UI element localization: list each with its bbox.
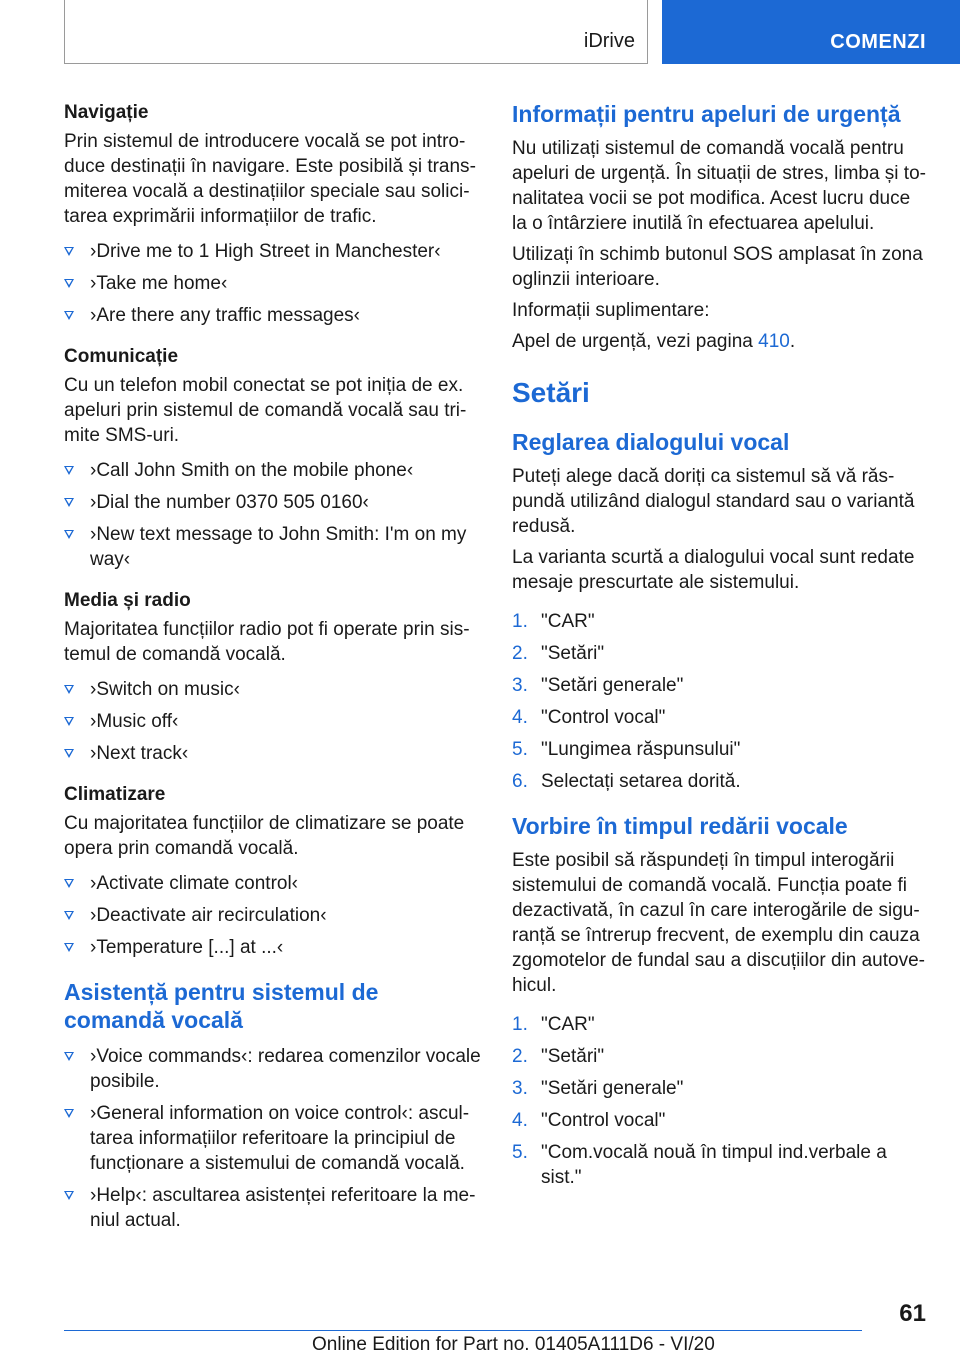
paragraph-climate: Cu majoritatea funcțiilor de climatizare se poate opera prin comandă vocală. [64,813,465,859]
list-item: ›Music off‹ [64,709,482,734]
list-item: ›Deactivate air recirculation‹ [64,903,482,928]
header-tab-idrive[interactable]: iDrive [583,30,635,52]
list-item: ›Help‹: ascultarea asistenței referitoare la meniul actual. [64,1183,482,1233]
header-frame [64,0,648,64]
paragraph-dialog-1: Puteți alege dacă doriți ca sistemul să vă răspundă utilizând dialogul standard sau o variantă redusă. [512,466,915,537]
paragraph-communication: Cu un telefon mobil conectat se pot iniția de ex. apeluri prin sistemul de comandă vocală sau trimite SMS-uri. [64,375,467,446]
list-item: ›Dial the number 0370 505 0160‹ [64,490,482,515]
paragraph-media: Majoritatea funcțiilor radio pot fi operate prin sistemul de comandă vocală. [64,619,470,665]
step-item: 6. Selectați setarea dorită. [512,771,741,792]
step-item: 1. "CAR" [512,611,595,632]
step-item: 3. "Setări generale" [512,1078,684,1099]
step-item: 4. "Control vocal" [512,707,666,728]
paragraph-navigation: Prin sistemul de introducere vocală se pot introduce destinații în navigare. Este posibilă și transmiterea vocală a destinațiilor speciale sau solicitarea exprimării informațiilor de trafic. [64,131,476,227]
list-climate [64,871,482,960]
triangle-bullet-icon [64,279,74,288]
list-item: ›General information on voice control‹: ascultarea informațiilor referitoare la principiul de funcționare a sistemului de comandă vocală. [64,1101,482,1176]
step-item: 1. "CAR" [512,1014,595,1035]
list-item: ›Are there any traffic messages‹ [64,303,482,328]
triangle-bullet-icon [64,1052,74,1061]
triangle-bullet-icon [64,943,74,952]
list-item: ›New text message to John Smith: I'm on my way‹ [64,522,482,572]
triangle-bullet-icon [64,530,74,539]
list-communication [64,458,482,572]
page-link-410[interactable]: 410 [758,331,790,352]
paragraph-emergency-2: Utilizați în schimb butonul SOS amplasat în zona oglinzii interioare. [512,244,923,290]
heading-emergency-info: Informații pentru apeluri de urgență [512,101,901,127]
step-item: 4. "Control vocal" [512,1110,666,1131]
heading-settings: Setări [512,377,590,408]
footer-edition: Online Edition for Part no. 01405A111D6 - VI/20 [312,1334,715,1355]
triangle-bullet-icon [64,1191,74,1200]
page-number: 61 [899,1300,926,1327]
paragraph-emergency-1: Nu utilizați sistemul de comandă vocală pentru apeluri de urgență. În situații de stres, limba și tonalitatea vocii se pot modifica. Acest lucru duce la o întârziere inutilă în efectuarea apelului. [512,138,926,234]
triangle-bullet-icon [64,1109,74,1118]
list-media [64,677,482,766]
triangle-bullet-icon [64,879,74,888]
list-item: ›Switch on music‹ [64,677,482,702]
paragraph-talk-1: Este posibil să răspundeți în timpul interogării sistemului de comandă vocală. Funcția poate fi dezactivată, în cazul în care interogările de siguranță se întrerup frecvent, de exemplu din cauza zgomotelor de fundal sau a discuțiilor din autovehicul. [512,850,925,996]
step-item: 3. "Setări generale" [512,675,684,696]
subheading-media: Media și radio [64,590,191,611]
triangle-bullet-icon [64,685,74,694]
triangle-bullet-icon [64,311,74,320]
paragraph-emergency-4: Apel de urgență, vezi pagina 410. [512,331,796,352]
list-item: ›Next track‹ [64,741,482,766]
steps-dialog [512,609,926,794]
list-navigation [64,239,482,328]
triangle-bullet-icon [64,749,74,758]
steps-talk [512,1012,926,1190]
list-item: ›Temperature [...] at ...‹ [64,935,482,960]
step-item: 5. "Com.vocală nouă în timpul ind.verbale a sist." [512,1142,887,1188]
triangle-bullet-icon [64,466,74,475]
heading-voice-dialog: Reglarea dialogului vocal [512,429,790,455]
footer-divider [64,1330,862,1331]
left-column [64,100,482,1240]
heading-talk-during-voice: Vorbire în timpul redării vocale [512,813,848,839]
paragraph-emergency-3: Informații suplimentare: [512,300,710,321]
list-assistance [64,1044,482,1233]
list-item: ›Drive me to 1 High Street in Manchester‹ [64,239,482,264]
triangle-bullet-icon [64,498,74,507]
triangle-bullet-icon [64,717,74,726]
step-item: 2. "Setări" [512,1046,605,1067]
subheading-climate: Climatizare [64,784,166,805]
heading-assistance: Asistență pentru sistemul de comandă vocală [64,979,379,1033]
triangle-bullet-icon [64,911,74,920]
right-column [512,100,926,1197]
header-tab-comenzi-label: COMENZI [830,31,926,53]
list-item: ›Call John Smith on the mobile phone‹ [64,458,482,483]
paragraph-dialog-2: La varianta scurtă a dialogului vocal sunt redate mesaje prescurtate ale sistemului. [512,547,915,593]
triangle-bullet-icon [64,247,74,256]
step-item: 5. "Lungimea răspunsului" [512,739,741,760]
step-item: 2. "Setări" [512,643,605,664]
list-item: ›Take me home‹ [64,271,482,296]
header-tab-comenzi[interactable] [662,0,960,64]
list-item: ›Activate climate control‹ [64,871,482,896]
list-item: ›Voice commands‹: redarea comenzilor vocale posibile. [64,1044,482,1094]
subheading-navigation: Navigație [64,102,149,123]
subheading-communication: Comunicație [64,346,179,367]
